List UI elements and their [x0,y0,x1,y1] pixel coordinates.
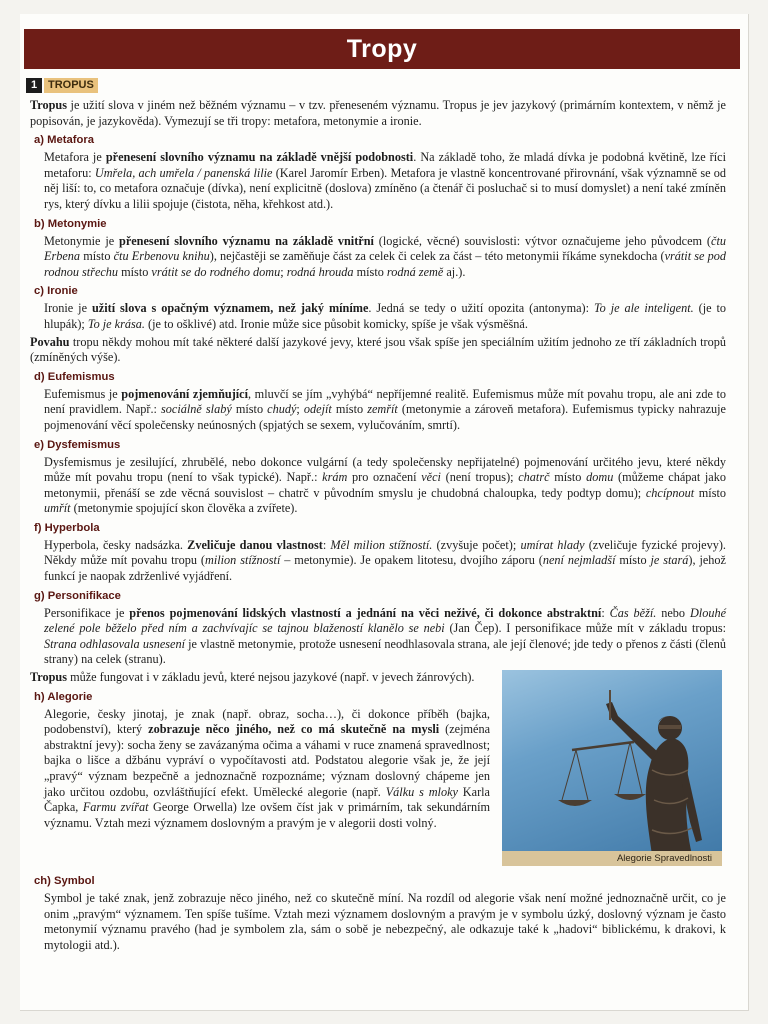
example: vrátit se pod rodnou střechu [44,249,727,279]
text: ; [296,402,304,417]
text: místo [353,264,387,279]
justice-statue-image [502,670,722,866]
text: (je to ošklivé) atd. Ironie může sice působit komicky, spíše je však výsměšná. [144,316,528,331]
subheading-dysfemismus: e) Dysfemismus [34,438,121,451]
example: domu [586,470,614,485]
example: čtu Erbena [44,233,726,264]
example: Válku s mloky [385,784,458,799]
text: Metonymie je [44,233,119,248]
text: místo [231,402,268,417]
main-content [26,77,726,955]
example: odejít [303,402,332,417]
text: : [322,537,331,552]
justice-figure [502,670,722,866]
text: George Orwella) lze ovšem číst jak v primárním, tak sekundárním významu. Vztah mezi významem doslovným a pravým je v alegorii dosti volný. [44,800,491,830]
text: místo [80,249,114,264]
text: (zveličuje fyzické projevy). Někdy může mít povahu tropu ( [44,537,726,568]
text: je užití slova v jiném než běžném významu – v tzv. přeneseném významu. Tropus je jev jazykový (primárním kontextem, v němž je popisován, je jazykověda). Vymezují se tři tropy: metafora, metonymie a ironie. [30,98,726,128]
text: (můžeme chápat jako metonymii, přenáší se zde věcná souvislost – chatrč v původním smyslu je chudobná chaloupka, tedy podtyp domu); [44,470,726,500]
text: pro označení [347,470,422,485]
example: rodná hrouda [286,264,354,279]
page-sheet [20,14,749,1011]
example: umírat hlady [520,537,585,552]
text: (metonymie spojující skon člověka a zvířete). [70,501,298,516]
example: Dlouhé zelené pole běželo před ním a zachvívajíc se tajnou blažeností klanělo se nebi [44,605,727,636]
text: ), nejčastěji se zaměňuje část za celek či celek za část – této metonymii říkáme synekdocha ( [209,249,665,264]
example: je stará [650,553,689,568]
text: (Jan Čep). I personifikace může mít v základu tropus: [444,621,727,636]
text: nebo [656,605,690,620]
subheading-symbol: ch) Symbol [34,875,95,888]
example: Farmu zvířat [82,800,149,815]
hyperbola-paragraph [44,538,726,585]
example: To je krása. [87,316,145,331]
emphasis: přenos pojmenování lidských vlastností a jednání na věci neživé, či dokonce abstraktní [129,605,602,620]
text: Hyperbola, česky nadsázka. [44,537,188,552]
text: tropu někdy mohou mít také některé další jazykové jevy, které jsou však spíše jen speciálním užitím jednoho ze tří základních tropů (zmíněných výše). [30,334,726,365]
term: Povahu [30,334,70,349]
example: milion stížností [205,553,281,568]
example: To je ale inteligent. [593,301,694,316]
text: místo [118,264,152,279]
emphasis: Zveličuje danou vlastnost [187,537,323,552]
example: zemřít [367,402,398,417]
term: Tropus [30,670,67,685]
example: Čas běží. [609,605,657,620]
section-label: TROPUS [44,78,98,93]
emphasis: zobrazuje něco jiného, než co má skutečně na mysli [148,722,440,737]
text: místo [694,485,727,500]
subheading-metonymie: b) Metonymie [34,217,107,230]
text: (zvyšuje počet); [432,537,521,552]
text: . Jedná se tedy o užití opozita (antonyma): [368,301,594,316]
text: Alegorie, česky jinotaj, je znak (např. obraz, socha…), či dokonce příběh (bajka, podobenství), který [44,706,490,737]
symbol-paragraph: Symbol je také znak, jenž zobrazuje něco jiného, než co skutečně míní. Na rozdíl od alegorie však není možné jednoznačně určit, co je onim „pravým“ významem. Ten spíše tušíme. Vztah mezi významem doslovným a pravým je v symbolu úzký, doslovný význam je často metonymií významu pravého (had je symbolem zla, sám o sobě je nebezpečný, ale odkazuje také k „hadovi“ biblickému, k drakovi, k mytologii atd.). [44,891,726,952]
intro-paragraph [30,98,726,129]
example: umřít [44,501,71,516]
ironie-paragraph [44,301,726,332]
personifikace-paragraph [44,606,726,668]
text: . Na základě toho, že mladá dívka je podobná květině, lze říci metaforu: [44,150,727,180]
text: (Karel Jaromír Erben). Metafora je vlastně koncentrované přirovnání, však významně se od něj liší: to, co metafora označuje (dívka), není explicitně (doslova) zmíněno (a čtenář či posluchač si to musí domyslet) a není také zmíněn rys, který dívku a lilii spojuje (čistota, něha, křehkost atd.). [44,165,726,211]
text: ; [280,264,287,279]
text: (logické, věcné) souvislosti: výtvor označujeme jeho původcem ( [373,233,712,248]
example: sociálně slabý [161,402,232,417]
example: rodná země [386,264,444,279]
example: chcípnout [645,485,695,500]
example: chudý [267,402,297,417]
example: chatrč [518,470,550,485]
subheading-metafora: a) Metafora [34,134,95,147]
text: – metonymie). Je opakem litotesu, dvojího záporu ( [280,553,543,568]
text: místo [549,470,587,485]
text: (zejména abstraktní jevy): socha ženy se zavázanýma očima a váhami v ruce znamená spravedlnost; bajka o lišce a džbánu vypráví o vypočítavosti atd. Podstatou alegorie však je, že její „pravý“ význam bezpečně a jednoznačně rozpoznáme; význam doslovný chápeme jen jako určitou ozdobu, ozvláštňující efekt. Umělecké alegorie (např. [44,722,491,799]
page-title: Tropy [346,35,418,63]
emphasis: pojmenování zjemňující [121,386,249,401]
text: Ironie je [44,301,92,316]
text: ), jehož funkcí je naopak zdrženlivé vyjádření. [44,553,726,584]
example: není nejmladší [542,553,616,568]
povaha-paragraph [30,335,726,366]
text: : [601,605,610,620]
emphasis: přenesení slovního významu na základě vnitřní [119,233,374,248]
text: (je to hlupák); [44,301,727,331]
eufemismus-paragraph [44,387,726,434]
subheading-alegorie: h) Alegorie [34,690,93,703]
text: místo [331,402,368,417]
emphasis: užití slova s opačným významem, než jaký míníme [91,301,369,316]
text: (metonymie a zároveň metafora). Eufemismus typicky nahrazuje pojmenování věcí společensky neúnosných (spjatých se sexem, vylučováním, smrtí). [44,402,726,432]
text: Eufemismus je [44,386,122,401]
section-number: 1 [26,78,42,93]
subheading-ironie: c) Ironie [34,285,78,298]
example: čtu Erbenovu knihu [113,249,210,264]
section-header [26,77,726,94]
figure-caption: Alegorie Spravedlnosti [502,851,722,866]
example: Umřela, ach umřela / panenská lilie [94,165,273,180]
metafora-paragraph [44,150,726,212]
subheading-eufemismus: d) Eufemismus [34,370,115,383]
text: Dysfemismus je zesilující, zhrubělé, nebo dokonce vulgární (a tedy společensky nepřijatelné) pojmenování určitého jevu, které někdy může mít povahu tropu (není to však typické). Např.: [44,454,726,485]
text: může fungovat i v základu jevů, které nejsou jazykové (např. v jevech žánrových). [67,670,475,685]
example: krám [322,470,348,485]
text: (není tropus); [440,470,519,485]
text: Metafora je [44,150,106,165]
title-banner [24,29,740,69]
example: věci [421,470,441,485]
text: Karla Čapka, [44,784,490,815]
metonymie-paragraph [44,234,726,281]
text: místo [615,553,651,568]
example: vrátit se do rodného domu [151,264,281,279]
text: je vlastně metonymie, protože usnesení neodhlasovala strana, ale její členové; jde tedy o přenos z části (členů strany) na celek (stranu). [44,636,726,667]
text: Personifikace je [44,605,130,620]
example: Měl milion stížností. [330,537,433,552]
emphasis: přenesení slovního významu na základě vnější podobnosti [105,150,414,165]
dysfemismus-paragraph [44,455,726,517]
text: aj.). [443,264,466,279]
text: , mluvčí se jím „vyhýbá“ nepříjemné realitě. Eufemismus může mít povahu tropu, ale ani zde to není pravidlem. Např.: [44,386,727,417]
example: Strana odhlasovala usnesení [44,636,186,651]
term: Tropus [30,98,67,112]
subheading-personifikace: g) Personifikace [34,589,121,602]
subheading-hyperbola: f) Hyperbola [34,521,100,534]
